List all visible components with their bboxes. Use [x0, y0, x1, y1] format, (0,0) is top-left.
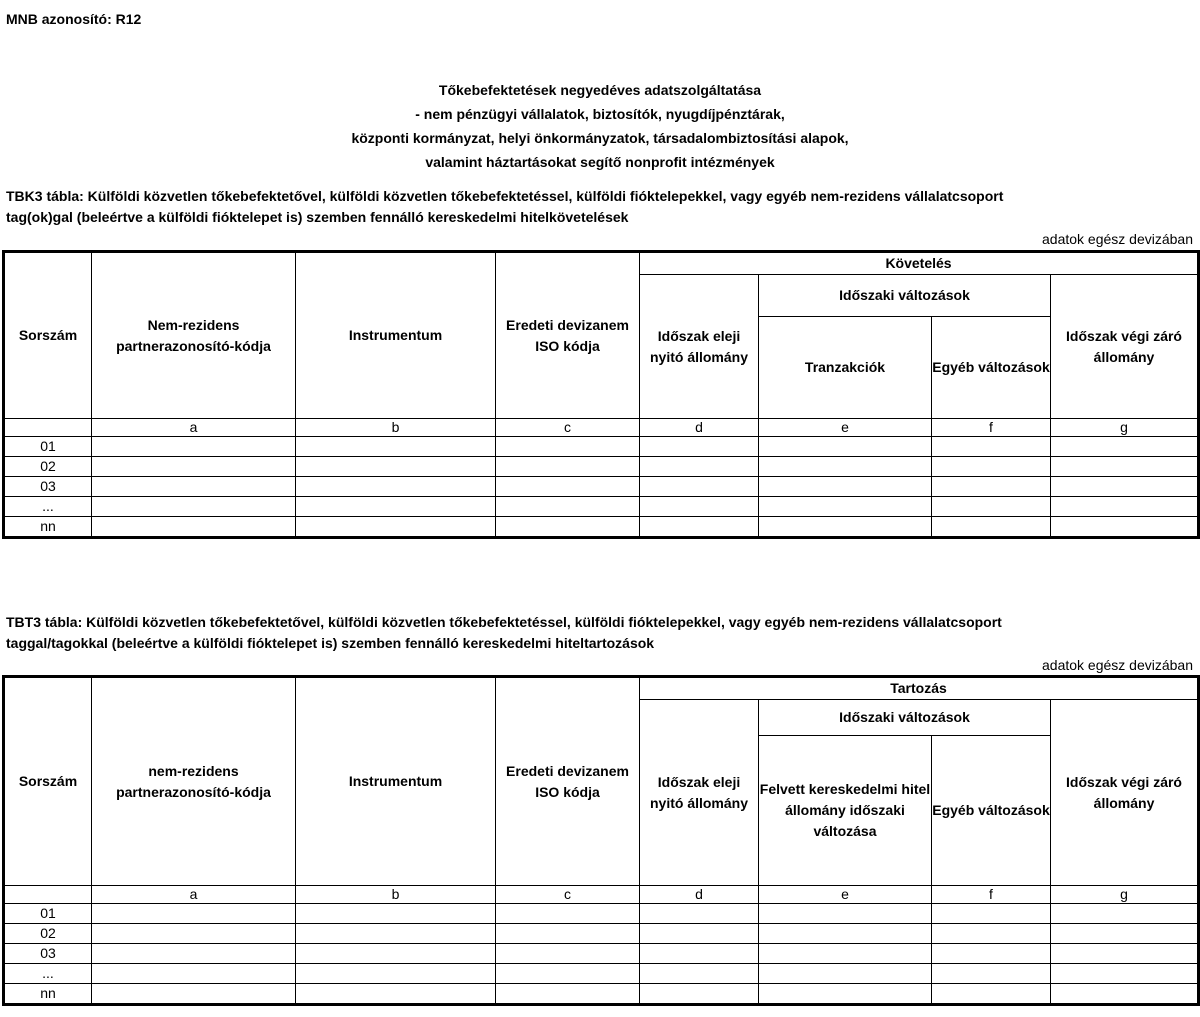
data-cell[interactable]	[932, 944, 1051, 964]
data-cell[interactable]	[932, 904, 1051, 924]
table-row	[4, 477, 1199, 497]
data-cell[interactable]	[92, 437, 296, 457]
letter-cell-empty	[4, 419, 92, 437]
col-header-instrumentum: Instrumentum	[296, 252, 496, 419]
tbk3-caption-line-2: tag(ok)gal (beleértve a külföldi fióktelepet is) szemben fennálló kereskedelmi hitelkövetelések	[6, 209, 629, 225]
letter-e: e	[759, 886, 932, 904]
letter-g: g	[1051, 419, 1199, 437]
data-cell[interactable]	[496, 944, 640, 964]
col-header-zaro: Időszak végi záró állomány	[1051, 700, 1199, 886]
row-number: 02	[4, 924, 92, 944]
title-line-4: valamint háztartásokat segítő nonprofit intézmények	[425, 154, 775, 170]
data-cell[interactable]	[1051, 457, 1199, 477]
col-header-zaro: Időszak végi záró állomány	[1051, 275, 1199, 419]
data-cell[interactable]	[92, 497, 296, 517]
data-cell[interactable]	[932, 457, 1051, 477]
letter-a: a	[92, 419, 296, 437]
data-cell[interactable]	[496, 477, 640, 497]
row-number: nn	[4, 517, 92, 538]
data-cell[interactable]	[496, 984, 640, 1005]
data-cell[interactable]	[296, 477, 496, 497]
table-row	[4, 904, 1199, 924]
data-cell[interactable]	[759, 904, 932, 924]
data-cell[interactable]	[296, 457, 496, 477]
data-cell[interactable]	[1051, 904, 1199, 924]
data-cell[interactable]	[496, 517, 640, 538]
table-row	[4, 964, 1199, 984]
table-row	[4, 944, 1199, 964]
col-header-sorszam: Sorszám	[4, 252, 92, 419]
tbt3-caption	[6, 612, 1196, 654]
table-row	[4, 437, 1199, 457]
col-header-valtozasok: Időszaki változások	[759, 275, 1051, 317]
tbt3-unit-note: adatok egész devizában	[1042, 657, 1193, 673]
row-number: 03	[4, 944, 92, 964]
data-cell[interactable]	[296, 984, 496, 1005]
tbk3-caption	[6, 186, 1196, 228]
data-cell[interactable]	[496, 497, 640, 517]
data-cell[interactable]	[759, 924, 932, 944]
letter-g: g	[1051, 886, 1199, 904]
data-cell[interactable]	[496, 437, 640, 457]
data-cell[interactable]	[496, 924, 640, 944]
title-line-2: - nem pénzügyi vállalatok, biztosítók, nyugdíjpénztárak,	[415, 106, 785, 122]
table-row	[4, 497, 1199, 517]
data-cell[interactable]	[932, 517, 1051, 538]
data-cell[interactable]	[932, 964, 1051, 984]
data-cell[interactable]	[296, 497, 496, 517]
letter-e: e	[759, 419, 932, 437]
data-cell[interactable]	[92, 944, 296, 964]
col-header-iso: Eredeti devizanem ISO kódja	[496, 252, 640, 419]
col-header-nyito: Időszak eleji nyitó állomány	[640, 275, 759, 419]
tbk3-table	[2, 250, 1200, 539]
data-cell[interactable]	[92, 984, 296, 1005]
data-cell[interactable]	[932, 437, 1051, 457]
col-header-iso: Eredeti devizanem ISO kódja	[496, 677, 640, 886]
table-row	[4, 517, 1199, 538]
tbk3-unit-note: adatok egész devizában	[1042, 231, 1193, 247]
data-cell[interactable]	[759, 517, 932, 538]
data-cell[interactable]	[759, 984, 932, 1005]
table-row	[4, 984, 1199, 1005]
title-line-1: Tőkebefektetések negyedéves adatszolgáltatása	[438, 82, 762, 98]
data-cell[interactable]	[296, 924, 496, 944]
data-cell[interactable]	[1051, 924, 1199, 944]
data-cell[interactable]	[640, 497, 759, 517]
data-cell[interactable]	[640, 457, 759, 477]
row-number: ...	[4, 964, 92, 984]
letter-cell-empty	[4, 886, 92, 904]
title-line-3: központi kormányzat, helyi önkormányzatok, társadalombiztosítási alapok,	[351, 130, 849, 146]
data-cell[interactable]	[1051, 437, 1199, 457]
row-number: nn	[4, 984, 92, 1005]
data-cell[interactable]	[640, 964, 759, 984]
data-cell[interactable]	[759, 944, 932, 964]
data-cell[interactable]	[92, 924, 296, 944]
data-cell[interactable]	[932, 984, 1051, 1005]
tbt3-table	[2, 675, 1200, 1006]
data-cell[interactable]	[1051, 517, 1199, 538]
data-cell[interactable]	[640, 924, 759, 944]
letter-a: a	[92, 886, 296, 904]
data-cell[interactable]	[1051, 984, 1199, 1005]
letter-d: d	[640, 886, 759, 904]
data-cell[interactable]	[92, 964, 296, 984]
tbt3-caption-line-2: taggal/tagokkal (beleértve a külföldi fióktelepet is) szemben fennálló kereskedelmi hiteltartozások	[6, 635, 655, 651]
letter-d: d	[640, 419, 759, 437]
column-letter-row	[4, 886, 1199, 904]
data-cell[interactable]	[759, 437, 932, 457]
data-cell[interactable]	[92, 904, 296, 924]
data-cell[interactable]	[759, 497, 932, 517]
data-cell[interactable]	[640, 517, 759, 538]
data-cell[interactable]	[92, 517, 296, 538]
col-group-header-tartozas: Tartozás	[640, 677, 1199, 700]
data-cell[interactable]	[932, 477, 1051, 497]
data-cell[interactable]	[640, 477, 759, 497]
col-header-egyeb: Egyéb változások	[932, 317, 1051, 419]
data-cell[interactable]	[759, 477, 932, 497]
row-number: 01	[4, 904, 92, 924]
data-cell[interactable]	[496, 457, 640, 477]
letter-f: f	[932, 886, 1051, 904]
data-cell[interactable]	[640, 944, 759, 964]
row-number: ...	[4, 497, 92, 517]
tbk3-caption-line-1: TBK3 tábla: Külföldi közvetlen tőkebefektetővel, külföldi közvetlen tőkebefektetéssel, külföldi fióktelepekkel, vagy egyéb nem-rezidens vállalatcsoport	[6, 188, 1004, 204]
col-header-partner: Nem-rezidens partnerazonosító-kódja	[92, 252, 296, 419]
data-cell[interactable]	[296, 964, 496, 984]
data-cell[interactable]	[640, 904, 759, 924]
data-cell[interactable]	[496, 904, 640, 924]
letter-b: b	[296, 886, 496, 904]
data-cell[interactable]	[92, 477, 296, 497]
col-header-nyito: Időszak eleji nyitó állomány	[640, 700, 759, 886]
letter-f: f	[932, 419, 1051, 437]
data-cell[interactable]	[932, 924, 1051, 944]
col-header-partner: nem-rezidens partnerazonosító-kódja	[92, 677, 296, 886]
col-header-instrumentum: Instrumentum	[296, 677, 496, 886]
row-number: 02	[4, 457, 92, 477]
data-cell[interactable]	[759, 964, 932, 984]
data-cell[interactable]	[759, 457, 932, 477]
column-letter-row	[4, 419, 1199, 437]
data-cell[interactable]	[640, 437, 759, 457]
col-header-valtozasok: Időszaki változások	[759, 700, 1051, 736]
col-header-egyeb: Egyéb változások	[932, 736, 1051, 886]
data-cell[interactable]	[932, 497, 1051, 517]
data-cell[interactable]	[1051, 944, 1199, 964]
data-cell[interactable]	[296, 517, 496, 538]
table-row	[4, 457, 1199, 477]
letter-b: b	[296, 419, 496, 437]
data-cell[interactable]	[296, 944, 496, 964]
data-cell[interactable]	[92, 457, 296, 477]
data-cell[interactable]	[296, 437, 496, 457]
col-group-header-kovetelés: Követelés	[640, 252, 1199, 275]
row-number: 01	[4, 437, 92, 457]
row-number: 03	[4, 477, 92, 497]
data-cell[interactable]	[640, 984, 759, 1005]
data-cell[interactable]	[296, 904, 496, 924]
data-cell[interactable]	[1051, 964, 1199, 984]
tbt3-caption-line-1: TBT3 tábla: Külföldi közvetlen tőkebefektetővel, külföldi közvetlen tőkebefektetéssel, külföldi fióktelepekkel, vagy egyéb nem-rezidens vállalatcsoport	[6, 614, 1002, 630]
col-header-tranzakciok: Tranzakciók	[759, 317, 932, 419]
data-cell[interactable]	[1051, 477, 1199, 497]
mnb-identifier: MNB azonosító: R12	[6, 11, 142, 27]
letter-c: c	[496, 886, 640, 904]
table-row	[4, 924, 1199, 944]
data-cell[interactable]	[1051, 497, 1199, 517]
col-header-sorszam: Sorszám	[4, 677, 92, 886]
data-cell[interactable]	[496, 964, 640, 984]
document-title	[0, 78, 1200, 174]
letter-c: c	[496, 419, 640, 437]
col-header-felvett: Felvett kereskedelmi hitel állomány időszaki változása	[759, 736, 932, 886]
